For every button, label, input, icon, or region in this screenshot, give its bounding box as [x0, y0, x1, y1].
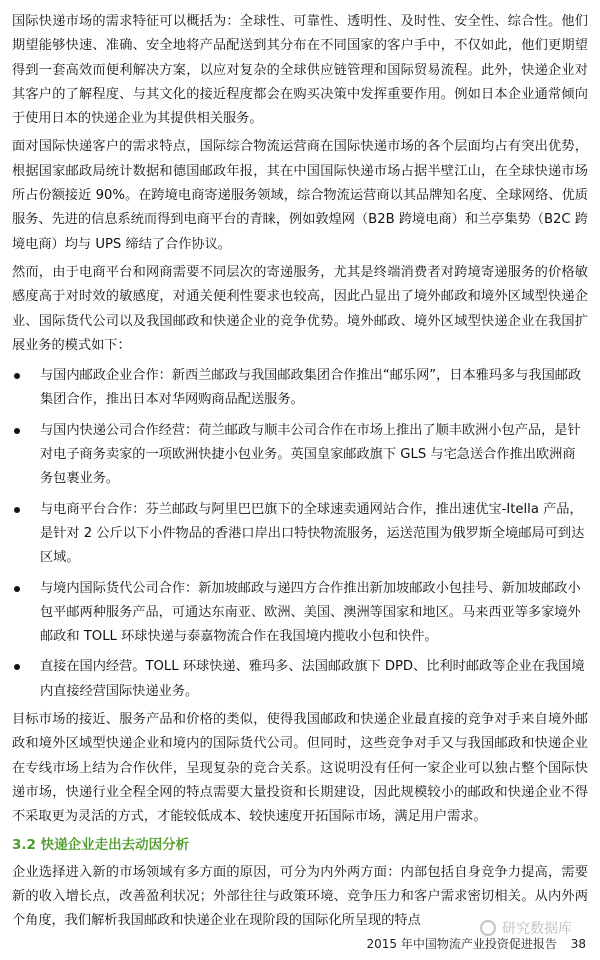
- footer-report-title: 2015 年中国物流产业投资促进报告: [366, 937, 557, 951]
- page-footer: [367, 936, 586, 952]
- paragraph-demand-features: 国际快递市场的需求特征可以概括为：全球性、可靠性、透明性、及时性、安全性、综合性。他们期望能够快速、准确、安全地将产品配送到其分布在不同国家的客户手中，不仅如此，他们更期望得到一套高效而便利解决方案，以应对复杂的全球供应链管理和国际贸易流程。此外，快递企业对其客户的了解程度、与其文化的接近程度都会在购买决策中发挥重要作用。例如日本企业通常倾向于使用日本的快递企业为其提供相关服务。: [12, 14, 588, 127]
- bullet-icon: [14, 586, 20, 592]
- list-item-text: 与国内邮政企业合作：新西兰邮政与我国邮政集团合作推出“邮乐网”，日本雅玛多与我国邮政集团合作，推出日本对华网购商品配送服务。: [40, 368, 582, 408]
- page-number: 38: [570, 937, 586, 951]
- list-item-text: 与国内快递公司合作经营：荷兰邮政与顺丰公司合作在市场上推出了顺丰欧洲小包产品，是针对电子商务卖家的一项欧洲快捷小包业务。英国皇家邮政旗下 GLS 与宅急送合作推出欧洲商务包裹业务。: [40, 422, 581, 487]
- bullet-icon: [14, 664, 20, 670]
- bullet-icon: [14, 428, 20, 434]
- list-item: [12, 577, 588, 650]
- paragraph-competitive-advantage: 然而，由于电商平台和网商需要不同层次的寄递服务，尤其是终端消费者对跨境寄递服务的价格敏感度高于对时效的敏感度，对通关便利性要求也较高，因此凸显出了境外邮政和境外区域型快递企业、国际货代公司以及我国邮政和快递企业的竞争优势。境外邮政、境外区域型快递企业在我国扩展业务的模式如下：: [12, 264, 588, 353]
- watermark-logo-icon: [480, 920, 496, 936]
- list-item-text: 与境内国际货代公司合作：新加坡邮政与递四方合作推出新加坡邮政小包挂号、新加坡邮政小包平邮两种服务产品，可通达东南亚、欧洲、美国、澳洲等国家和地区。马来西亚等多家境外邮政和 TOLL 环球快递与泰嘉物流合作在我国境内揽收小包和快件。: [40, 580, 581, 645]
- list-item: [12, 498, 588, 571]
- list-item-text: 直接在国内经营。TOLL 环球快递、雅玛多、法国邮政旗下 DPD、比利时邮政等企业在我国境内直接经营国际快递业务。: [40, 659, 585, 699]
- bullet-icon: [14, 373, 20, 379]
- paragraph-integrated-operators: 面对国际快递客户的需求特点，国际综合物流运营商在国际快递市场的各个层面均占有突出优势，根据国家邮政局统计数据和德国邮政年报，其在中国国际快递市场占据半壁江山，在全球快递市场所占份额接近 90%。在跨境电商寄递服务领域，综合物流运营商以其品牌知名度、全球网络、优质服务、先进的信息系统而得到电商平台的青睐，例如敦煌网（B2B 跨境电商）和兰亭集势（B2C 跨境电商）均与 UPS 缔结了合作协议。: [12, 139, 588, 252]
- list-item: [12, 364, 588, 413]
- bullet-icon: [14, 507, 20, 513]
- watermark-text: 研究数据库: [502, 921, 572, 937]
- paragraph-motivation: 企业选择进入新的市场领域有多方面的原因，可分为内外两方面：内部包括自身竞争力提高，需要新的收入增长点，改善盈利状况；外部往往与政策环境、竞争压力和客户需求密切相关。从内外两个角度，我们解析我国邮政和快递企业在现阶段的国际化所呈现的特点: [12, 864, 588, 929]
- paragraph-competition-cooperation: 目标市场的接近、服务产品和价格的类似，使得我国邮政和快递企业最直接的竞争对手来自境外邮政和境外区域型快递企业和境内的国际货代公司。但同时，这些竞争对手又与我国邮政和快递企业在专线市场上结为合作伙伴，呈现复杂的竞合关系。这说明没有任何一家企业可以独占整个国际快递市场，快递行业全程全网的特点需要大量投资和长期建设，因此规模较小的邮政和快递企业不得不采取更为灵活的方式，才能较低成本、较快速度开拓国际市场，满足用户需求。: [12, 712, 588, 825]
- list-item-text: 与电商平台合作：芬兰邮政与阿里巴巴旗下的全球速卖通网站合作，推出速优宝-Itella 产品，是针对 2 公斤以下小件物品的香港口岸出口特快物流服务，运送范围为俄罗斯全境邮局可到达区域。: [40, 501, 585, 566]
- list-item: [12, 419, 588, 492]
- watermark: [480, 918, 572, 938]
- list-item: [12, 655, 588, 704]
- expansion-modes-list: [12, 364, 588, 704]
- section-heading: 3.2 快递企业走出去动因分析: [12, 836, 190, 853]
